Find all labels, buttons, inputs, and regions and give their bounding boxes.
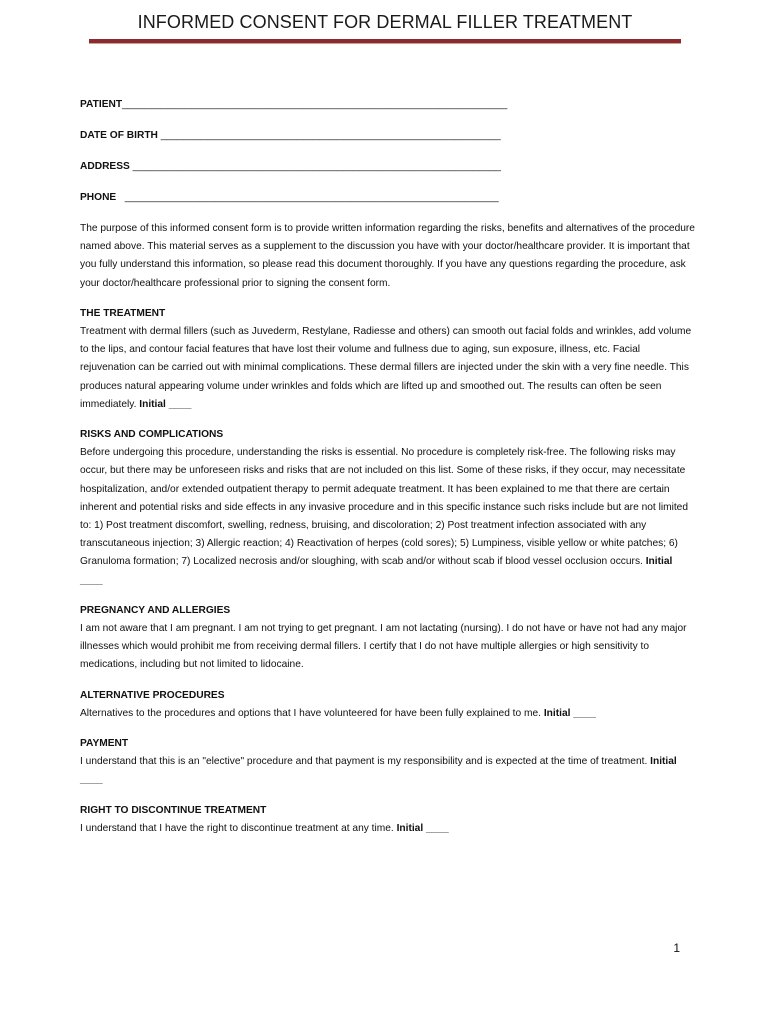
initial-field[interactable]: Initial ____ <box>80 556 673 586</box>
section-alternative <box>80 687 695 723</box>
intro-paragraph: The purpose of this informed consent form is to provide written information regarding the risks, benefits and alternatives of the procedure named above. This material serves as a supplement to the discussion you have with your doctor/healthcare provider. It is important that you fully understand this information, so please read this document thoroughly. If you have any questions regarding the procedure, ask your doctor/healthcare professional prior to signing the consent form. <box>80 223 695 289</box>
section-text: I understand that this is an "elective" procedure and that payment is my responsibility and is expected at the time of treatment. <box>80 756 648 768</box>
patient-label: PATIENT <box>80 99 123 110</box>
section-body: I am not aware that I am pregnant. I am not trying to get pregnant. I am not lactating (nursing). I do not have or have not had any major illnesses which would prohibit me from receiving dermal fillers. I certify that I do not have multiple allergies or high sensitivity to medications, including but not limited to lidocaine. <box>80 623 687 671</box>
section-body <box>80 820 695 838</box>
section-text: I understand that I have the right to discontinue treatment at any time. <box>80 822 394 834</box>
consent-form-body <box>80 96 695 838</box>
section-treatment <box>80 305 695 414</box>
dob-line[interactable]: ____________________________________________________________ <box>160 130 501 141</box>
section-heading: PAYMENT <box>80 738 129 750</box>
section-heading: RIGHT TO DISCONTINUE TREATMENT <box>80 804 267 816</box>
section-body <box>80 323 695 414</box>
initial-field[interactable]: Initial ____ <box>139 398 192 410</box>
document-title: INFORMED CONSENT FOR DERMAL FILLER TREATMENT <box>137 12 633 32</box>
section-text: Alternatives to the procedures and options that I have volunteered for have been fully explained to me. <box>80 707 541 719</box>
section-heading: THE TREATMENT <box>80 307 166 319</box>
address-label: ADDRESS <box>80 161 130 172</box>
patient-line[interactable]: ____________________________________________________________________ <box>122 99 508 110</box>
initial-field[interactable]: Initial ____ <box>80 756 677 786</box>
dob-field[interactable] <box>80 127 695 158</box>
section-body <box>80 444 695 590</box>
section-text: Treatment with dermal fillers (such as Juvederm, Restylane, Radiesse and others) can smooth out facial folds and wrinkles, add volume to the lips, and contour facial features that have lost their volume and fullness due to aging, sun exposure, illness, etc. Facial rejuvenation can be carried out with minimal complications. These dermal fillers are injected under the skin with a very fine needle. This produces natural appearing volume under wrinkles and folds which are lifted up and smoothed out. The results can often be seen immediately. <box>80 326 692 410</box>
initial-field[interactable]: Initial ____ <box>396 822 449 834</box>
section-heading: ALTERNATIVE PROCEDURES <box>80 689 225 701</box>
phone-field[interactable] <box>80 189 695 220</box>
section-body <box>80 753 695 789</box>
section-text: Before undergoing this procedure, understanding the risks is essential. No procedure is completely risk-free. The following risks may occur, but there may be unforeseen risks and risks that are not included on this list. Some of these risks, if they occur, may necessitate hospitalization, and/or extended outpatient therapy to permit adequate treatment. It has been explained to me that there are certain inherent and potential risks and side effects in any invasive procedure and in this specific instance such risks include but are not limited to: 1) Post treatment discomfort, swelling, redness, bruising, and discoloration; 2) Post treatment infection associated with any transcutaneous injection; 3) Allergic reaction; 4) Reactivation of herpes (cold sores); 5) Lumpiness, visible yellow or white patches; 6) Granuloma formation; 7) Localized necrosis and/or sloughing, with scab and/or without scab if blood vessel occlusion occurs. <box>80 447 689 568</box>
section-risks <box>80 426 695 590</box>
patient-field[interactable] <box>80 96 695 127</box>
section-pregnancy <box>80 602 695 675</box>
section-heading: PREGNANCY AND ALLERGIES <box>80 604 231 616</box>
page-number: 1 <box>673 941 680 955</box>
title-underline <box>89 39 681 43</box>
initial-field[interactable]: Initial ____ <box>543 707 596 719</box>
section-body <box>80 705 695 723</box>
phone-line[interactable]: __________________________________________________________________ <box>124 192 499 203</box>
address-field[interactable] <box>80 158 695 189</box>
section-payment <box>80 735 695 790</box>
section-discontinue <box>80 802 695 838</box>
phone-label: PHONE <box>80 192 117 203</box>
dob-label: DATE OF BIRTH <box>80 130 158 141</box>
address-line[interactable]: _________________________________________________________________ <box>132 161 501 172</box>
section-heading: RISKS AND COMPLICATIONS <box>80 429 224 441</box>
